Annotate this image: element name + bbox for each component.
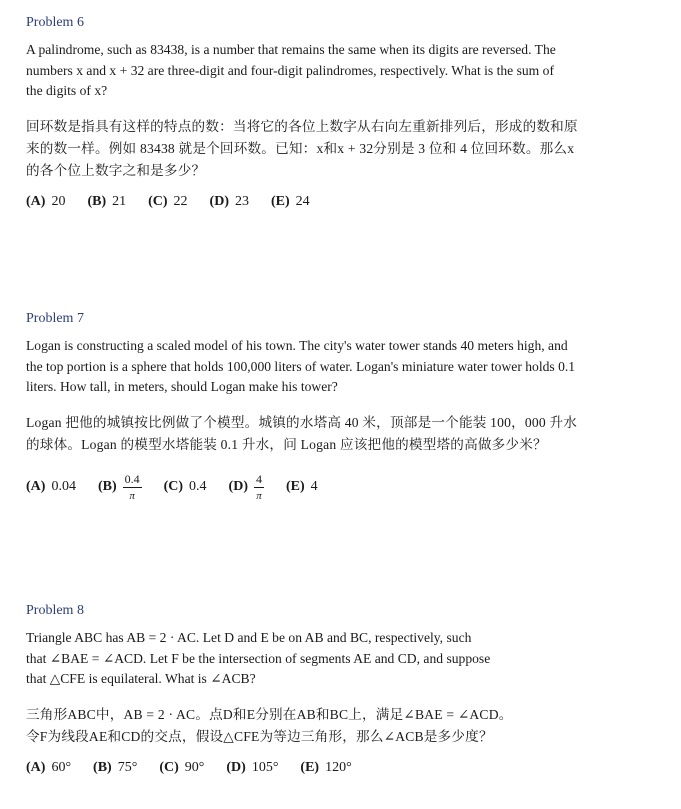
choice-a: (A) 60° (26, 759, 72, 775)
english-statement (26, 336, 672, 398)
statement-line: that △CFE is equilateral. What is ∠ACB? (26, 671, 256, 686)
problem-title: Problem 6 (26, 15, 84, 30)
statement-line: Logan is constructing a scaled model of his town. The city's water tower stands 40 meters high, and (26, 338, 568, 353)
problem-8 (26, 602, 672, 776)
problem-6 (26, 14, 672, 210)
statement-line: 的各个位上数字之和是多少？ (26, 162, 206, 178)
fraction: $\frac{0.4}{\pi}$ (124, 471, 140, 502)
choice-b: (B) 75° (93, 759, 138, 775)
choice-d: (D) 105° (226, 759, 279, 775)
fraction: $\frac{4}{\pi}$ (255, 471, 262, 502)
english-statement (26, 628, 672, 690)
chinese-statement (26, 116, 672, 182)
chinese-statement (26, 412, 672, 456)
choice-e: (E) 24 (270, 193, 310, 209)
choice-a: (A) 0.04 (26, 479, 76, 494)
statement-line: numbers x and x + 32 are three-digit and four-digit palindromes, respectively. What is the sum of (26, 62, 554, 78)
statement-line: the digits of x? (26, 83, 108, 98)
choice-e: (E) 4 (285, 479, 318, 494)
statement-line: liters. How tall, in meters, should Logan make his tower? (26, 379, 338, 394)
choice-d: (D) $\frac{4}{\pi}$ (228, 471, 262, 502)
choice-c: (C) 0.4 (163, 479, 207, 494)
choice-c: (C) 90° (159, 759, 205, 775)
problem-7 (26, 310, 672, 503)
statement-line: that ∠BAE = ∠ACD. Let F be the intersection of segments AE and CD, and suppose (26, 650, 491, 666)
statement-line: 来的数一样。例如 83438 就是个回环数。已知：x和x + 32分别是 3 位和 4 位回环数。那么x (26, 140, 575, 156)
statement-line: 的球体。Logan 的模型水塔能装 0.1 升水，问 Logan 应该把他的模型塔的高做多少米？ (26, 436, 547, 452)
choice-b: (B) 21 (87, 193, 127, 209)
statement-line: 三角形ABC中，AB = 2 · AC。点D和E分别在AB和BC上，满足∠BAE = ∠ACD。 (26, 706, 513, 722)
statement-line: A palindrome, such as 83438, is a number that remains the same when its digits are reversed. The (26, 42, 556, 57)
answer-choices (26, 472, 672, 503)
choice-c: (C) 22 (148, 193, 188, 209)
problem-title: Problem 8 (26, 603, 84, 618)
choice-d: (D) 23 (209, 193, 249, 209)
answer-choices (26, 760, 672, 776)
choice-b: (B) $\frac{0.4}{\pi}$ (97, 471, 140, 502)
choice-a: (A) 20 (26, 193, 66, 209)
statement-line: the top portion is a sphere that holds 100,000 liters of water. Logan's miniature water tower holds 0.1 (26, 358, 576, 374)
chinese-statement (26, 704, 672, 748)
problem-title: Problem 7 (26, 311, 84, 326)
english-statement (26, 40, 672, 102)
choice-e: (E) 120° (300, 759, 352, 775)
statement-line: 回环数是指具有这样的特点的数：当将它的各位上数字从右向左重新排列后，形成的数和原 (26, 118, 578, 134)
statement-line: Logan 把他的城镇按比例做了个模型。城镇的水塔高 40 米，顶部是一个能装 100，000 升水 (26, 414, 578, 430)
statement-line: Triangle ABC has AB = 2 · AC. Let D and E be on AB and BC, respectively, such (26, 630, 472, 645)
answer-choices (26, 194, 672, 210)
statement-line: 令F为线段AE和CD的交点，假设△CFE为等边三角形，那么∠ACB是多少度？ (26, 728, 493, 744)
